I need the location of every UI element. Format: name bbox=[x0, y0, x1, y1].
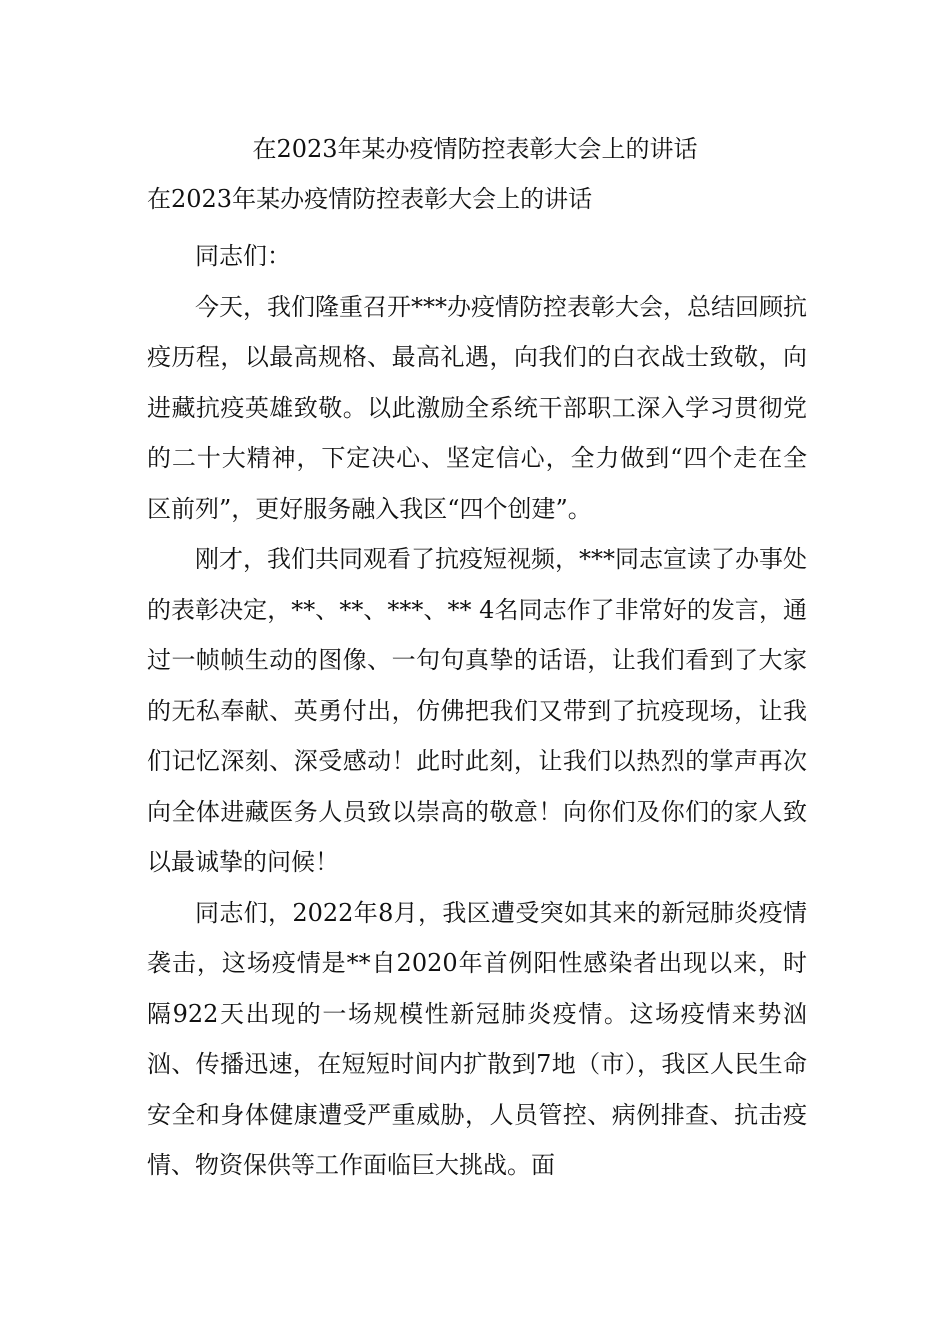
paragraph: 今天，我们隆重召开***办疫情防控表彰大会，总结回顾抗疫历程，以最高规格、最高礼遇，向我们的白衣战士致敬，向进藏抗疫英雄致敬。以此激励全系统干部职工深入学习贯彻党的二十大精神，下定决心、坚定信心，全力做到“四个走在全区前列”，更好服务融入我区“四个创建”。 bbox=[147, 292, 807, 523]
paragraph: 刚才，我们共同观看了抗疫短视频，***同志宣读了办事处的表彰决定，**、**、***、** 4名同志作了非常好的发言，通过一帧帧生动的图像、一句句真挚的话语，让我们看到了大家的无私奉献、英勇付出，仿佛把我们又带到了抗疫现场，让我们记忆深刻、深受感动！此时此刻，让我们以热烈的掌声再次向全体进藏医务人员致以崇高的敬意！向你们及你们的家人致以最诚挚的问候！ bbox=[147, 545, 807, 876]
document-body bbox=[147, 231, 807, 1191]
paragraph: 同志们，2022年8月，我区遭受突如其来的新冠肺炎疫情袭击，这场疫情是**自2020年首例阳性感染者出现以来，时隔922天出现的一场规模性新冠肺炎疫情。这场疫情来势汹汹、传播迅速，在短短时间内扩散到7地（市），我区人民生命安全和身体健康遭受严重威胁，人员管控、病例排查、抗击疫情、物资保供等工作面临巨大挑战。面 bbox=[147, 898, 807, 1179]
document-title: 在2023年某办疫情防控表彰大会上的讲话 bbox=[252, 135, 698, 163]
paragraph-salutation: 同志们： bbox=[195, 242, 291, 270]
document-subtitle: 在2023年某办疫情防控表彰大会上的讲话 bbox=[147, 185, 593, 213]
